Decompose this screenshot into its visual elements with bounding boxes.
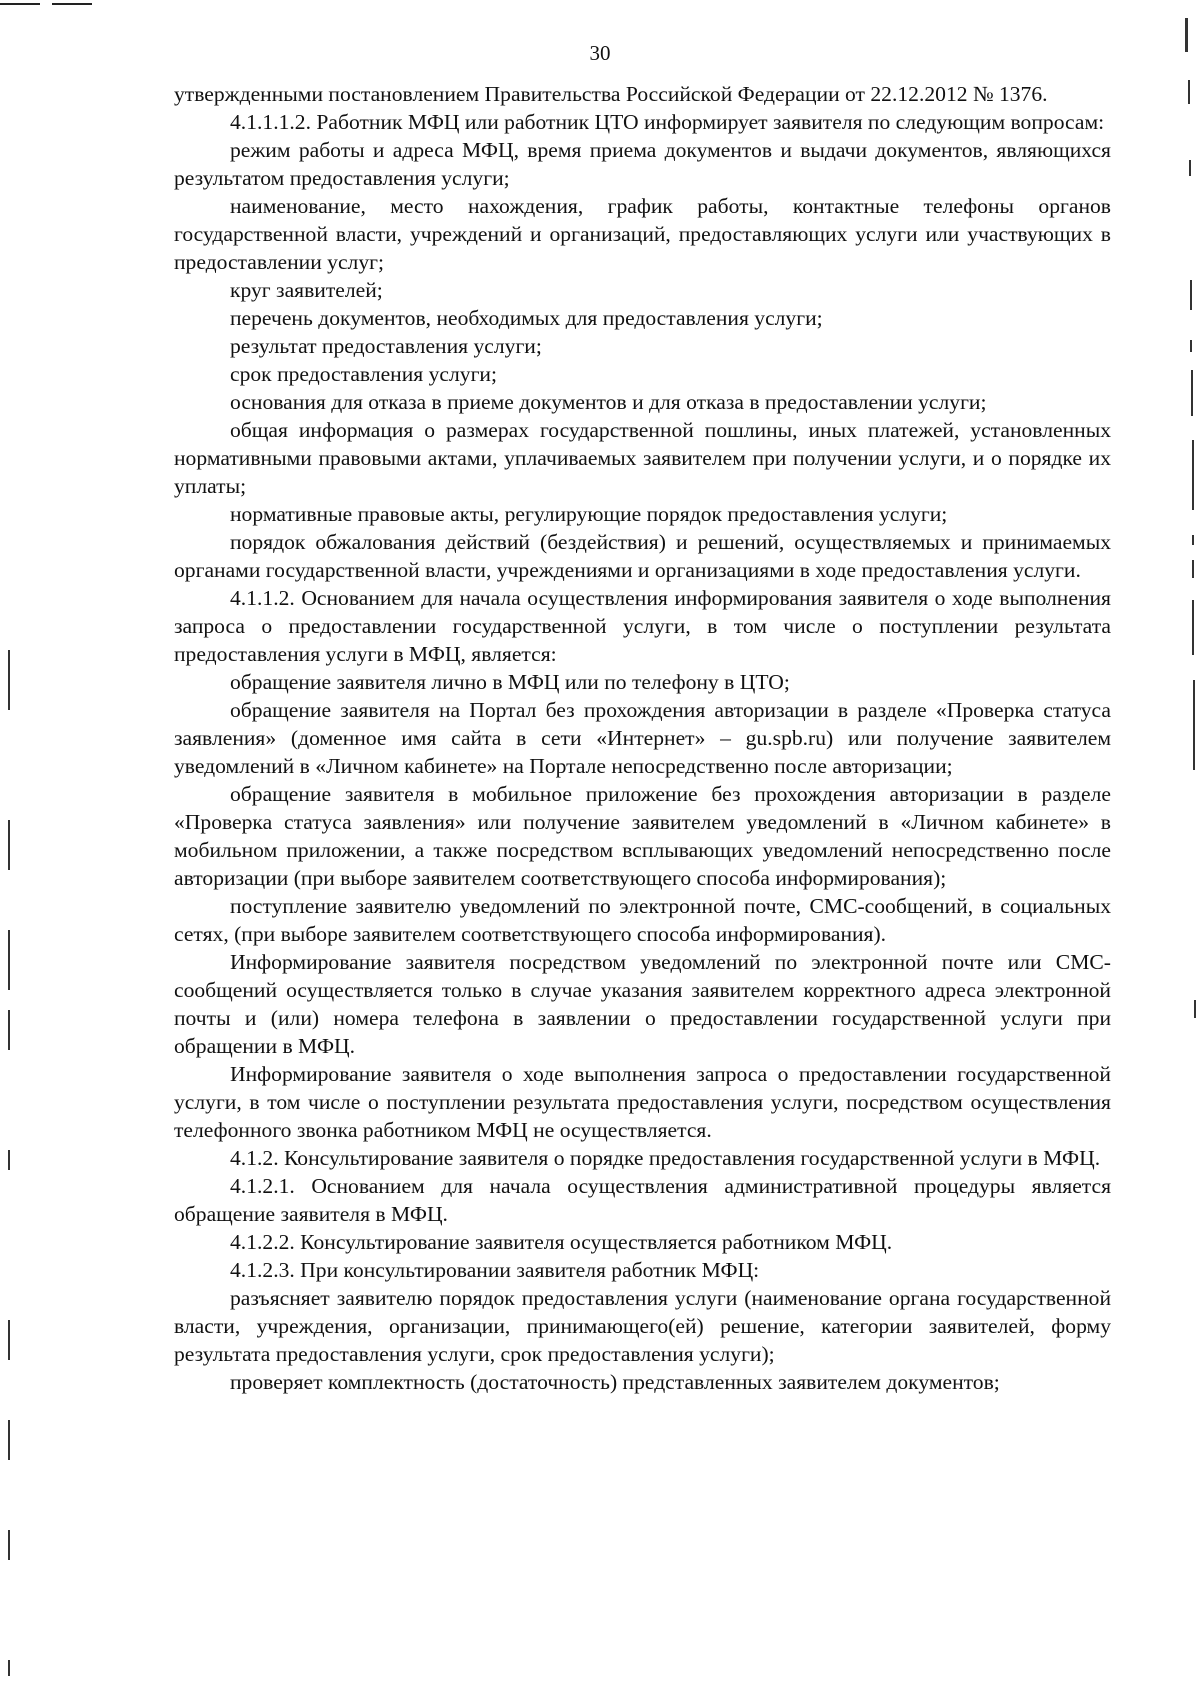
scan-artifact (1191, 370, 1193, 416)
paragraph: нормативные правовые акты, регулирующие порядок предоставления услуги; (230, 502, 948, 526)
paragraph: 4.1.2.3. При консультировании заявителя работник МФЦ: (230, 1258, 760, 1282)
paragraph: основания для отказа в приеме документов и для отказа в предоставлении услуги; (230, 390, 987, 414)
paragraph: режим работы и адреса МФЦ, время приема документов и выдачи документов, являющихся результатом предоставления услуги; (174, 138, 1111, 190)
paragraph: наименование, место нахождения, график работы, контактные телефоны органов государственной власти, учреждений и организаций, предоставляющих услуги или участвующих в предоставлении услуг; (174, 194, 1111, 274)
scan-artifact (8, 1660, 10, 1676)
scan-artifact (1192, 560, 1194, 578)
paragraph: обращение заявителя в мобильное приложение без прохождения авторизации в разделе «Проверка статуса заявления» или получение заявителем уведомлений в «Личном кабинете» в мобильном приложении, а также посредством всплывающих уведомлений непосредственно после авторизации (при выборе заявителем соответствующего способа информирования); (174, 782, 1111, 890)
paragraph: перечень документов, необходимых для предоставления услуги; (230, 306, 823, 330)
paragraph: общая информация о размерах государственной пошлины, иных платежей, установленных нормативными правовыми актами, уплачиваемых заявителем при получении услуги, и о порядке их уплаты; (174, 418, 1111, 498)
scan-artifact (1192, 600, 1194, 655)
scan-artifact (1194, 1000, 1196, 1018)
scan-artifact (1192, 535, 1194, 545)
scan-artifact (8, 1420, 10, 1460)
paragraph: порядок обжалования действий (бездействия) и решений, осуществляемых и принимаемых органами государственной власти, учреждениями и организациями в ходе предоставления услуги. (174, 530, 1111, 582)
scan-artifact (1189, 160, 1191, 176)
paragraph: 4.1.1.1.2. Работник МФЦ или работник ЦТО информирует заявителя по следующим вопросам: (230, 110, 1105, 134)
paragraph: поступление заявителю уведомлений по электронной почте, СМС-сообщений, в социальных сетях, (при выборе заявителем соответствующего способа информирования). (174, 894, 1111, 946)
document-body (174, 80, 1111, 1396)
scan-artifact (8, 930, 10, 990)
scan-artifact (8, 1530, 10, 1560)
page-number: 30 (589, 41, 611, 65)
paragraph: Информирование заявителя о ходе выполнения запроса о предоставлении государственной услуги, в том числе о поступлении результата предоставления услуги, посредством осуществления телефонного звонка работником МФЦ не осуществляется. (174, 1062, 1111, 1142)
scan-artifact (1193, 680, 1195, 770)
scan-artifact (8, 1320, 10, 1360)
paragraph: обращение заявителя на Портал без прохождения авторизации в разделе «Проверка статуса заявления» (доменное имя сайта в сети «Интернет» – gu.spb.ru) или получение заявителем уведомлений в «Личном кабинете» на Портале непосредственно после авторизации; (174, 698, 1111, 778)
paragraph: Информирование заявителя посредством уведомлений по электронной почте или СМС-сообщений осуществляется только в случае указания заявителем корректного адреса электронной почты и (или) номера телефона в заявлении о предоставлении государственной услуги при обращении в МФЦ. (174, 950, 1111, 1058)
scan-artifact (1192, 440, 1194, 510)
scan-artifact (1188, 80, 1190, 104)
paragraph: 4.1.2.2. Консультирование заявителя осуществляется работником МФЦ. (230, 1230, 893, 1254)
paragraph: разъясняет заявителю порядок предоставления услуги (наименование органа государственной власти, учреждения, организации, принимающего(ей) решение, категории заявителей, форму результата предоставления услуги, срок предоставления услуги); (174, 1286, 1111, 1366)
paragraph: 4.1.1.2. Основанием для начала осуществления информирования заявителя о ходе выполнения запроса о предоставлении государственной услуги, в том числе о поступлении результата предоставления услуги в МФЦ, является: (174, 586, 1111, 666)
scan-artifact (8, 650, 10, 710)
scan-artifact (8, 1150, 10, 1170)
paragraph: срок предоставления услуги; (230, 362, 497, 386)
paragraph: круг заявителей; (230, 278, 383, 302)
paragraph: 4.1.2. Консультирование заявителя о порядке предоставления государственной услуги в МФЦ. (230, 1146, 1101, 1170)
paragraph: результат предоставления услуги; (230, 334, 542, 358)
scan-artifact (8, 1010, 10, 1050)
paragraph: обращение заявителя лично в МФЦ или по телефону в ЦТО; (230, 670, 790, 694)
scan-artifact (52, 3, 92, 5)
scan-artifact (1190, 340, 1192, 352)
paragraph: утвержденными постановлением Правительства Российской Федерации от 22.12.2012 № 1376. (174, 82, 1048, 106)
scan-artifact (1190, 280, 1192, 310)
scan-artifact (8, 820, 10, 870)
scan-artifact (0, 3, 40, 5)
paragraph: 4.1.2.1. Основанием для начала осуществления административной процедуры является обращение заявителя в МФЦ. (174, 1174, 1111, 1226)
paragraph: проверяет комплектность (достаточность) представленных заявителем документов; (230, 1370, 1000, 1394)
